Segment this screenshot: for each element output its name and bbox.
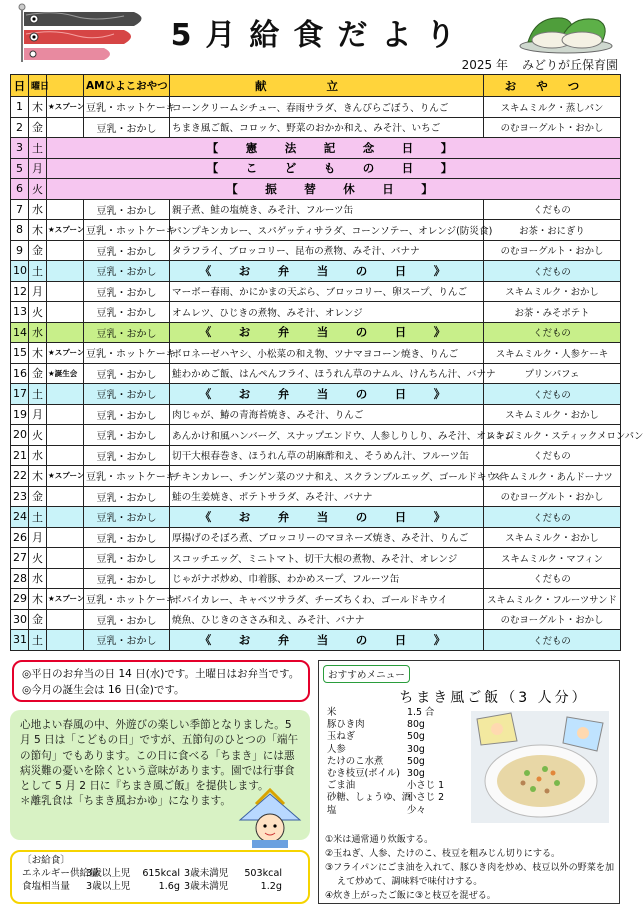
ingredient-name: 塩 [327, 804, 337, 816]
day-cell: 3 [11, 138, 29, 159]
menu-row [11, 568, 621, 589]
ingredient-item [327, 768, 467, 780]
menu-row [11, 384, 621, 405]
ingredient-quantity: 少々 [407, 804, 426, 816]
weekday-cell: 火 [29, 548, 47, 569]
weekday-cell: 水 [29, 199, 47, 220]
menu-row [11, 199, 621, 220]
ingredient-name: たけのこ水煮 [327, 755, 384, 767]
ingredient-name: 米 [327, 707, 337, 718]
ingredient-quantity: 30g [407, 768, 425, 780]
recommended-menu-tag: おすすめメニュー [323, 665, 410, 683]
menu-cell: あんかけ和風ハンバーグ、スナップエンドウ、人参しりしり、みそ汁、オレンジ [170, 425, 484, 446]
menu-cell: 《 お 弁 当 の 日 》 [170, 322, 484, 343]
menu-cell: スコッチエッグ、ミニトマト、切干大根の煮物、みそ汁、オレンジ [170, 548, 484, 569]
year-label: 2025 年 [461, 58, 508, 72]
energy-label: エネルギー供給量 [22, 868, 99, 879]
mark-cell [47, 548, 84, 569]
day-cell: 14 [11, 322, 29, 343]
menu-cell: マーボー春雨、かにかまの天ぷら、ブロッコリー、卵スープ、りんご [170, 281, 484, 302]
am-snack-cell: 豆乳・おかし [84, 507, 170, 528]
am-snack-cell: 豆乳・ホットケーキ [84, 220, 170, 241]
am-snack-cell: 豆乳・おかし [84, 261, 170, 282]
menu-row [11, 609, 621, 630]
menu-cell: 肉じゃが、鰆の青海苔焼き、みそ汁、りんご [170, 404, 484, 425]
snack-cell: くだもの [484, 261, 621, 282]
snack-cell: スキムミルク・蒸しパン [484, 97, 621, 118]
menu-cell: 鮭の生姜焼き、ポテトサラダ、みそ汁、バナナ [170, 486, 484, 507]
menu-row [11, 302, 621, 323]
baby-food-note: ＊離乳食は「ちまき風おかゆ」になります。 [20, 795, 232, 808]
mark-cell: ★スプーン [47, 97, 84, 118]
recipe-step: ①米は通常通り炊飯する。 [325, 835, 434, 845]
am-snack-cell: 豆乳・おかし [84, 527, 170, 548]
child-samurai-helmet-illustration-icon [230, 790, 310, 848]
snack-cell: くだもの [484, 445, 621, 466]
day-cell: 28 [11, 568, 29, 589]
snack-cell: スキムミルク・おかし [484, 404, 621, 425]
weekday-cell: 水 [29, 568, 47, 589]
am-snack-cell: 豆乳・おかし [84, 302, 170, 323]
ingredient-name: むき枝豆(ボイル) [327, 768, 400, 780]
ingredient-name: ごま油 [327, 780, 356, 792]
mark-cell [47, 507, 84, 528]
menu-row [11, 589, 621, 610]
snack-cell: お茶・おにぎり [484, 220, 621, 241]
am-snack-cell: 豆乳・ホットケーキ [84, 589, 170, 610]
ingredient-item [327, 719, 467, 731]
am-snack-cell: 豆乳・おかし [84, 445, 170, 466]
mark-cell [47, 568, 84, 589]
menu-cell: 焼魚、ひじきのささみ和え、みそ汁、バナナ [170, 609, 484, 630]
day-cell: 16 [11, 363, 29, 384]
menu-row [11, 179, 621, 200]
salt-age-over3: 3歳以上児 [86, 881, 131, 892]
weekday-cell: 水 [29, 322, 47, 343]
am-snack-cell: 豆乳・おかし [84, 322, 170, 343]
day-cell: 12 [11, 281, 29, 302]
day-cell: 8 [11, 220, 29, 241]
menu-cell: ポパイカレー、キャベツサラダ、チーズちくわ、ゴールドキウイ [170, 589, 484, 610]
menu-cell: 《 お 弁 当 の 日 》 [170, 507, 484, 528]
am-snack-cell: 豆乳・ホットケーキ [84, 343, 170, 364]
menu-row [11, 240, 621, 261]
am-snack-cell: 豆乳・おかし [84, 240, 170, 261]
mark-cell [47, 527, 84, 548]
day-cell: 29 [11, 589, 29, 610]
mark-cell [47, 261, 84, 282]
ingredient-item [327, 707, 467, 719]
snack-cell: スキムミルク・マフィン [484, 548, 621, 569]
day-cell: 17 [11, 384, 29, 405]
mark-cell [47, 404, 84, 425]
snack-cell: くだもの [484, 199, 621, 220]
snack-cell: スキムミルク・あんドーナツ [484, 466, 621, 487]
am-snack-cell: 豆乳・おかし [84, 404, 170, 425]
menu-cell: ちまき風ご飯、コロッケ、野菜のおかか和え、みそ汁、いちご [170, 117, 484, 138]
menu-table-body [11, 97, 643, 651]
snack-cell: のむヨーグルト・おかし [484, 486, 621, 507]
recipe-step: ③フライパンにごま油を入れて、豚ひき肉を炒め、枝豆以外の野菜を加 [325, 863, 615, 873]
mark-cell [47, 322, 84, 343]
ingredient-item [327, 780, 467, 792]
ingredient-item [327, 731, 467, 743]
mark-cell: ★スプーン [47, 589, 84, 610]
snack-cell: スキムミルク・おかし [484, 527, 621, 548]
day-cell: 21 [11, 445, 29, 466]
ingredient-quantity: 50g [407, 731, 425, 743]
snack-cell: のむヨーグルト・おかし [484, 240, 621, 261]
weekday-cell: 金 [29, 240, 47, 261]
energy-row [22, 867, 298, 880]
ingredient-item [327, 744, 467, 756]
am-snack-cell: 豆乳・ホットケーキ [84, 466, 170, 487]
snack-cell: プリンパフェ [484, 363, 621, 384]
ingredient-name: 砂糖、しょうゆ、酒 [327, 792, 412, 804]
nutrition-info-box [10, 850, 310, 904]
day-cell: 9 [11, 240, 29, 261]
energy-over3-value: 615kcal [142, 868, 180, 879]
menu-cell: ボロネーゼハヤシ、小松菜の和え物、ツナマヨコーン焼き、りんご [170, 343, 484, 364]
day-cell: 23 [11, 486, 29, 507]
menu-row [11, 261, 621, 282]
menu-row [11, 445, 621, 466]
am-snack-cell: 豆乳・おかし [84, 281, 170, 302]
day-cell: 31 [11, 630, 29, 651]
weekday-cell: 木 [29, 343, 47, 364]
snack-cell: スキムミルク・おかし [484, 281, 621, 302]
mark-cell [47, 199, 84, 220]
am-snack-cell: 豆乳・おかし [84, 384, 170, 405]
menu-cell: 親子煮、鮭の塩焼き、みそ汁、フルーツ缶 [170, 199, 484, 220]
weekday-cell: 月 [29, 404, 47, 425]
snack-cell: スキムミルク・人参ケーキ [484, 343, 621, 364]
menu-row [11, 630, 621, 651]
day-cell: 19 [11, 404, 29, 425]
menu-cell: チキンカレー、チンゲン菜のツナ和え、スクランブルエッグ、ゴールドキウイ [170, 466, 484, 487]
header-weekday: 曜日 [29, 75, 47, 97]
recipe-box [318, 660, 620, 904]
day-cell: 27 [11, 548, 29, 569]
recipe-step: ④炊き上がったご飯に③と枝豆を混ぜる。 [325, 891, 496, 901]
weekday-cell: 土 [29, 630, 47, 651]
menu-cell: パンプキンカレー、スパゲッティサラダ、コーンソテー、オレンジ(防災食) [170, 220, 484, 241]
menu-cell: 厚揚げのそぼろ煮、ブロッコリーのマヨネーズ焼き、みそ汁、りんご [170, 527, 484, 548]
day-cell: 10 [11, 261, 29, 282]
table-header-row [11, 75, 621, 97]
snack-cell: くだもの [484, 384, 621, 405]
weekday-cell: 火 [29, 425, 47, 446]
energy-under3-value: 503kcal [244, 868, 282, 879]
salt-row [22, 880, 298, 893]
day-cell: 13 [11, 302, 29, 323]
notice-box [12, 660, 310, 702]
menu-cell: オムレツ、ひじきの煮物、みそ汁、オレンジ [170, 302, 484, 323]
nutrition-heading: 〔お給食〕 [22, 855, 70, 866]
ingredient-quantity: 1.5 合 [407, 707, 435, 718]
header-mark [47, 75, 84, 97]
ingredient-quantity: 80g [407, 719, 425, 731]
ingredient-quantity: 小さじ 2 [407, 792, 445, 804]
weekday-cell: 木 [29, 97, 47, 118]
snack-cell: スキムミルク・フルーツサンド [484, 589, 621, 610]
holiday-cell: 【 こ ど も の 日 】 [47, 158, 621, 179]
menu-cell: 《 お 弁 当 の 日 》 [170, 261, 484, 282]
menu-row [11, 363, 621, 384]
ingredient-name: 人参 [327, 743, 346, 755]
menu-row [11, 527, 621, 548]
weekday-cell: 土 [29, 138, 47, 159]
menu-cell: 鮭わかめご飯、はんぺんフライ、ほうれん草のナムル、けんちん汁、バナナ [170, 363, 484, 384]
am-snack-cell: 豆乳・おかし [84, 363, 170, 384]
menu-row [11, 343, 621, 364]
ingredient-quantity: 50g [407, 755, 425, 767]
mark-cell [47, 486, 84, 507]
menu-row [11, 507, 621, 528]
newsletter-header [0, 0, 630, 72]
ingredient-item [327, 792, 467, 804]
seasonal-message-text: 心地よい春風の中、外遊びの楽しい季節となりました。5 月 5 日は「こどもの日」ですが、五節句のひとつの「端午の節句」でもあります。この日に食べる「ちまき」には悪病災難の憂いを除くという意味があります。園では行事食として 5 月 2 日に『ちまき風ご飯』を提供します。 [20, 719, 299, 793]
weekday-cell: 土 [29, 261, 47, 282]
weekday-cell: 木 [29, 589, 47, 610]
am-snack-cell: 豆乳・おかし [84, 548, 170, 569]
mark-cell [47, 425, 84, 446]
day-cell: 26 [11, 527, 29, 548]
mark-cell: ★スプーン [47, 220, 84, 241]
snack-cell: のむヨーグルト・おかし [484, 117, 621, 138]
weekday-cell: 金 [29, 486, 47, 507]
menu-cell: タラフライ、ブロッコリー、昆布の煮物、みそ汁、バナナ [170, 240, 484, 261]
mark-cell [47, 240, 84, 261]
ingredient-item [327, 805, 467, 817]
salt-label: 食塩相当量 [22, 881, 70, 892]
menu-row [11, 486, 621, 507]
header-snack: おやつ [484, 75, 621, 97]
menu-row [11, 220, 621, 241]
chimaki-rice-dish-photo [471, 711, 609, 823]
am-snack-cell: 豆乳・おかし [84, 199, 170, 220]
menu-cell: 切干大根春巻き、ほうれん草の胡麻酢和え、そうめん汁、フルーツ缶 [170, 445, 484, 466]
weekday-cell: 金 [29, 363, 47, 384]
ingredient-quantity: 小さじ 1 [407, 780, 445, 792]
weekday-cell: 月 [29, 527, 47, 548]
day-cell: 24 [11, 507, 29, 528]
recipe-step: ②玉ねぎ、人参、たけのこ、枝豆を粗みじん切りにする。 [325, 849, 561, 859]
menu-cell: じゃがナポ炒め、巾着豚、わかめスープ、フルーツ缶 [170, 568, 484, 589]
monthly-menu-table [10, 74, 643, 651]
day-cell: 2 [11, 117, 29, 138]
menu-row [11, 138, 621, 159]
mark-cell: ★スプーン [47, 343, 84, 364]
energy-age-under3: 3歳未満児 [184, 868, 229, 879]
mark-cell [47, 384, 84, 405]
snack-cell: のむヨーグルト・おかし [484, 609, 621, 630]
day-cell: 15 [11, 343, 29, 364]
recipe-steps [325, 833, 615, 903]
day-cell: 6 [11, 179, 29, 200]
menu-row [11, 548, 621, 569]
weekday-cell: 火 [29, 302, 47, 323]
notice-line-birthday: ◎今月の誕生会は 16 日(金)です。 [22, 684, 185, 696]
notice-line-lunchbox: ◎平日のお弁当の日 14 日(水)です。土曜日はお弁当です。 [22, 668, 300, 680]
day-cell: 5 [11, 158, 29, 179]
kashiwa-mochi-illustration-icon [516, 6, 616, 54]
menu-row [11, 466, 621, 487]
header-menu: 献立 [170, 75, 484, 97]
ingredient-item [327, 756, 467, 768]
mark-cell: ★スプーン [47, 466, 84, 487]
snack-cell: くだもの [484, 507, 621, 528]
day-cell: 1 [11, 97, 29, 118]
am-snack-cell: 豆乳・おかし [84, 630, 170, 651]
snack-cell: くだもの [484, 630, 621, 651]
weekday-cell: 木 [29, 220, 47, 241]
koinobori-carp-streamer-icon [14, 4, 164, 62]
mark-cell [47, 117, 84, 138]
newsletter-subtitle [448, 56, 618, 73]
ingredient-name: 玉ねぎ [327, 731, 356, 743]
am-snack-cell: 豆乳・おかし [84, 568, 170, 589]
day-cell: 20 [11, 425, 29, 446]
day-cell: 22 [11, 466, 29, 487]
day-cell: 30 [11, 609, 29, 630]
mark-cell [47, 630, 84, 651]
menu-cell: 《 お 弁 当 の 日 》 [170, 630, 484, 651]
mark-cell [47, 445, 84, 466]
weekday-cell: 土 [29, 507, 47, 528]
recipe-title: ちまき風ご飯（3 人分） [399, 690, 589, 706]
menu-row [11, 322, 621, 343]
snack-cell: くだもの [484, 568, 621, 589]
holiday-cell: 【 振 替 休 日 】 [47, 179, 621, 200]
am-snack-cell: 豆乳・おかし [84, 117, 170, 138]
menu-row [11, 281, 621, 302]
salt-under3-value: 1.2g [260, 881, 282, 892]
weekday-cell: 水 [29, 445, 47, 466]
newsletter-title: 5月給食だより [170, 18, 470, 53]
ingredient-list [327, 707, 467, 817]
snack-cell: お茶・みそポテト [484, 302, 621, 323]
mark-cell [47, 609, 84, 630]
recipe-step-continued: えて炒めて、調味料で味付けする。 [337, 877, 483, 887]
menu-row [11, 404, 621, 425]
menu-row [11, 158, 621, 179]
weekday-cell: 金 [29, 609, 47, 630]
school-name: みどりが丘保育園 [521, 58, 618, 72]
holiday-cell: 【 憲 法 記 念 日 】 [47, 138, 621, 159]
am-snack-cell: 豆乳・おかし [84, 425, 170, 446]
am-snack-cell: 豆乳・おかし [84, 609, 170, 630]
weekday-cell: 木 [29, 466, 47, 487]
menu-row [11, 425, 621, 446]
am-snack-cell: 豆乳・ホットケーキ [84, 97, 170, 118]
menu-cell: 《 お 弁 当 の 日 》 [170, 384, 484, 405]
snack-cell: くだもの [484, 322, 621, 343]
menu-row [11, 97, 621, 118]
salt-over3-value: 1.6g [158, 881, 180, 892]
weekday-cell: 月 [29, 281, 47, 302]
mark-cell [47, 281, 84, 302]
day-cell: 7 [11, 199, 29, 220]
weekday-cell: 土 [29, 384, 47, 405]
weekday-cell: 金 [29, 117, 47, 138]
header-day: 日 [11, 75, 29, 97]
weekday-cell: 火 [29, 179, 47, 200]
header-am-snack: AMひよこおやつ [84, 75, 170, 97]
mark-cell [47, 302, 84, 323]
mark-cell: ★誕生会 [47, 363, 84, 384]
am-snack-cell: 豆乳・おかし [84, 486, 170, 507]
menu-row [11, 117, 621, 138]
ingredient-quantity: 30g [407, 743, 425, 755]
salt-age-under3: 3歳未満児 [184, 881, 229, 892]
energy-age-over3: 3歳以上児 [86, 868, 131, 879]
menu-cell: コーンクリームシチュー、春雨サラダ、きんぴらごぼう、りんご [170, 97, 484, 118]
ingredient-name: 豚ひき肉 [327, 719, 365, 731]
snack-cell: スキムミルク・スティックメロンパン [484, 425, 621, 446]
weekday-cell: 月 [29, 158, 47, 179]
